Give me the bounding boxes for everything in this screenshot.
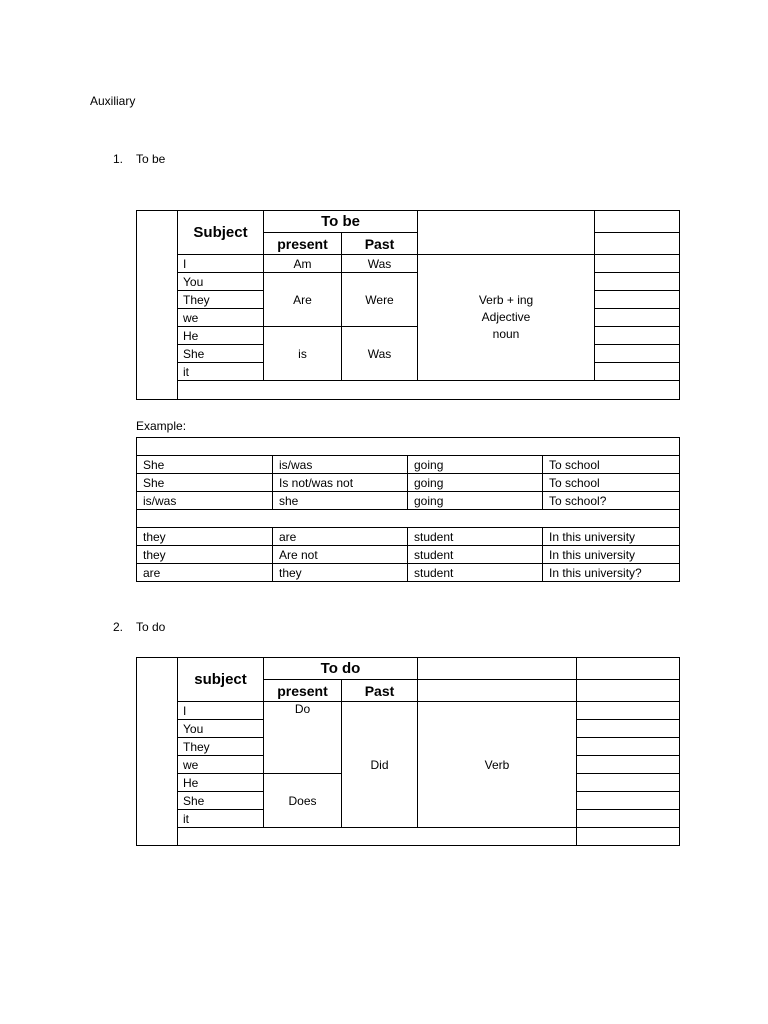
past-form-cell: Did [342, 702, 418, 828]
subject-cell: He [178, 774, 264, 792]
subject-cell: He [178, 327, 264, 345]
example-cell: She [137, 474, 273, 492]
complement-verb-ing: Verb + ing [478, 293, 534, 307]
example-cell: going [408, 492, 543, 510]
subject-cell: we [178, 309, 264, 327]
example-label: Example: [136, 419, 187, 433]
subject-cell: They [178, 291, 264, 309]
example-row [137, 546, 680, 564]
example-row [137, 564, 680, 582]
to-be-side-cell [595, 255, 680, 273]
to-be-side-cell [595, 291, 680, 309]
example-cell: they [137, 528, 273, 546]
to-be-complement-cell [418, 255, 595, 381]
to-be-side-cell [595, 233, 680, 255]
example-cell: To school [543, 474, 680, 492]
past-form-cell: Were [342, 273, 418, 327]
example-cell: is/was [273, 456, 408, 474]
to-do-side-cell [577, 658, 680, 680]
example-cell: going [408, 456, 543, 474]
subject-cell: They [178, 738, 264, 756]
to-do-blank-header [418, 658, 577, 680]
to-do-side-cell [577, 680, 680, 702]
example-cell: student [408, 528, 543, 546]
to-do-past-header: Past [342, 680, 418, 702]
subject-cell: it [178, 810, 264, 828]
section-label-to-do: To do [136, 620, 166, 634]
example-cell: are [137, 564, 273, 582]
example-cell: are [273, 528, 408, 546]
to-be-left-margin-cell [137, 211, 178, 400]
example-row [137, 528, 680, 546]
to-be-present-header: present [264, 233, 342, 255]
to-do-table [136, 657, 680, 846]
subject-cell: She [178, 345, 264, 363]
example-row [137, 456, 680, 474]
example-cell: is/was [137, 492, 273, 510]
to-be-side-cell [595, 273, 680, 291]
present-form-cell: Does [264, 774, 342, 828]
to-do-side-cell [577, 738, 680, 756]
to-do-side-cell [577, 792, 680, 810]
to-be-table [136, 210, 680, 400]
example-row [137, 492, 680, 510]
to-do-present-header: present [264, 680, 342, 702]
example-cell: In this university [543, 528, 680, 546]
to-be-subject-header: Subject [178, 211, 264, 255]
to-do-group-header: To do [264, 658, 418, 680]
example-row [137, 474, 680, 492]
subject-cell: You [178, 273, 264, 291]
subject-cell: I [178, 702, 264, 720]
to-do-left-margin-cell [137, 658, 178, 846]
complement-adjective: Adjective [481, 310, 531, 324]
section-number-1: 1. [113, 152, 124, 166]
section-number-2: 2. [113, 620, 124, 634]
example-cell: In this university? [543, 564, 680, 582]
example-table [136, 437, 680, 582]
to-be-side-cell [595, 345, 680, 363]
to-do-side-cell [577, 810, 680, 828]
example-cell: To school? [543, 492, 680, 510]
example-cell: Is not/was not [273, 474, 408, 492]
present-form-cell: is [264, 327, 342, 381]
to-do-subject-header: subject [178, 658, 264, 702]
example-cell: In this university [543, 546, 680, 564]
example-cell: they [273, 564, 408, 582]
to-do-side-cell [577, 702, 680, 720]
section-label-to-be: To be [136, 152, 166, 166]
to-be-side-cell [595, 309, 680, 327]
subject-cell: we [178, 756, 264, 774]
present-form-cell: Do [264, 702, 342, 774]
subject-cell: it [178, 363, 264, 381]
past-form-cell: Was [342, 255, 418, 273]
to-be-past-header: Past [342, 233, 418, 255]
past-form-cell: Was [342, 327, 418, 381]
present-form-cell: Am [264, 255, 342, 273]
subject-cell: She [178, 792, 264, 810]
example-cell: student [408, 546, 543, 564]
example-cell: going [408, 474, 543, 492]
document-title: Auxiliary [90, 94, 136, 108]
to-do-side-cell [577, 720, 680, 738]
to-do-complement-cell: Verb [418, 702, 577, 828]
to-do-blank-header [418, 680, 577, 702]
subject-cell: You [178, 720, 264, 738]
to-do-side-cell [577, 756, 680, 774]
example-spacer-row [137, 510, 680, 528]
to-do-footer-row [178, 828, 577, 846]
to-be-side-cell [595, 211, 680, 233]
to-do-side-cell [577, 774, 680, 792]
to-be-footer-row [178, 381, 680, 400]
example-cell: She [137, 456, 273, 474]
example-cell: student [408, 564, 543, 582]
complement-noun: noun [492, 327, 520, 341]
example-cell: Are not [273, 546, 408, 564]
example-spacer-row [137, 438, 680, 456]
to-be-blank-header [418, 211, 595, 255]
present-form-cell: Are [264, 273, 342, 327]
example-cell: To school [543, 456, 680, 474]
to-do-side-cell [577, 828, 680, 846]
subject-cell: I [178, 255, 264, 273]
example-cell: she [273, 492, 408, 510]
example-cell: they [137, 546, 273, 564]
to-be-group-header: To be [264, 211, 418, 233]
to-be-side-cell [595, 327, 680, 345]
to-be-side-cell [595, 363, 680, 381]
